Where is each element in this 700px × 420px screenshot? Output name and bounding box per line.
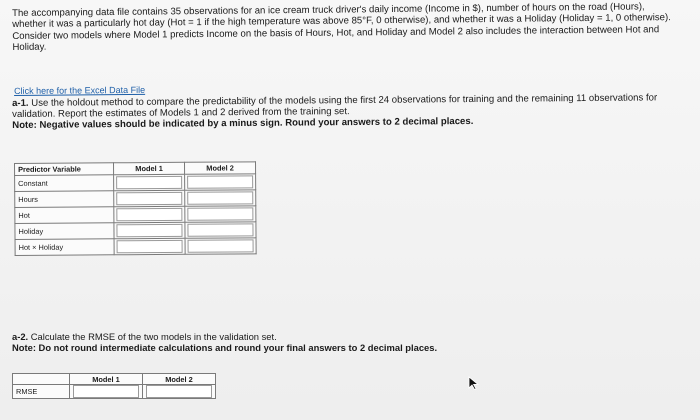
table-row	[15, 174, 256, 192]
problem-text: The accompanying data file contains 35 observations for an ice cream truck driver's daily income (Income in $), number of hours on the road (Hours), whether it was a particularly hot day (Hot = 1 if the high temperature was above 85°F, 0 otherwise), and whether it was a Holiday (Holiday = 1, 0 otherwise). Consider two models where Model 1 predicts Income on the basis of Hours, Hot, and Holiday and Model 2 also includes the interaction between Hot and Holiday.	[12, 1, 671, 54]
row-label-constant: Constant	[15, 175, 114, 192]
hours-model-2-input[interactable]	[187, 191, 253, 204]
excel-data-file-link[interactable]: Click here for the Excel Data File	[14, 84, 146, 96]
model-estimates-table	[14, 161, 257, 256]
row-label-hot-x-holiday: Hot × Holiday	[15, 239, 114, 256]
table-row	[13, 385, 216, 399]
row-label-hot: Hot	[15, 207, 114, 224]
rmse-header-blank	[13, 374, 70, 385]
holiday-model-2-input[interactable]	[187, 223, 253, 236]
part-a2-number: a-2.	[12, 331, 29, 342]
constant-model-2-input[interactable]	[187, 175, 253, 188]
rmse-model-2-input[interactable]	[146, 385, 212, 398]
table-row	[15, 238, 256, 256]
row-label-holiday: Holiday	[15, 223, 114, 240]
pointer-cursor-icon	[468, 376, 480, 390]
problem-statement	[12, 1, 672, 54]
part-a1-note: Note: Negative values should be indicated by a minus sign. Round your answers to 2 decimal places.	[12, 116, 474, 132]
hours-model-1-input[interactable]	[116, 192, 182, 205]
table-row	[15, 190, 256, 208]
header-model-1: Model 1	[114, 162, 185, 174]
part-a2-text: Calculate the RMSE of the two models in the validation set.	[30, 331, 277, 342]
hot-x-holiday-model-2-input[interactable]	[188, 239, 254, 252]
row-label-hours: Hours	[15, 191, 114, 208]
table-row	[15, 222, 256, 240]
part-a1-text: Use the holdout method to compare the predictability of the models using the first 24 observations for training and the remaining 11 observations for validation. Report the estimates of Models 1 and 2 derived from the training set.	[12, 92, 658, 121]
part-a1-number: a-1.	[12, 97, 29, 109]
rmse-header-model-2: Model 2	[143, 374, 216, 385]
rmse-model-1-input[interactable]	[73, 385, 139, 398]
constant-model-1-input[interactable]	[116, 176, 182, 189]
part-a1	[12, 92, 662, 131]
header-predictor-variable: Predictor Variable	[15, 163, 114, 176]
row-label-rmse: RMSE	[13, 385, 70, 399]
hot-model-2-input[interactable]	[187, 207, 253, 220]
part-a2	[12, 331, 612, 353]
table-row	[15, 206, 256, 224]
part-a2-note: Note: Do not round intermediate calculations and round your final answers to 2 decimal places.	[12, 342, 438, 354]
hot-x-holiday-model-1-input[interactable]	[117, 240, 183, 253]
hot-model-1-input[interactable]	[116, 208, 182, 221]
rmse-header-model-1: Model 1	[70, 374, 143, 385]
rmse-table	[12, 373, 216, 399]
holiday-model-1-input[interactable]	[116, 224, 182, 237]
rmse-header-row	[13, 374, 216, 385]
header-model-2: Model 2	[184, 162, 255, 174]
